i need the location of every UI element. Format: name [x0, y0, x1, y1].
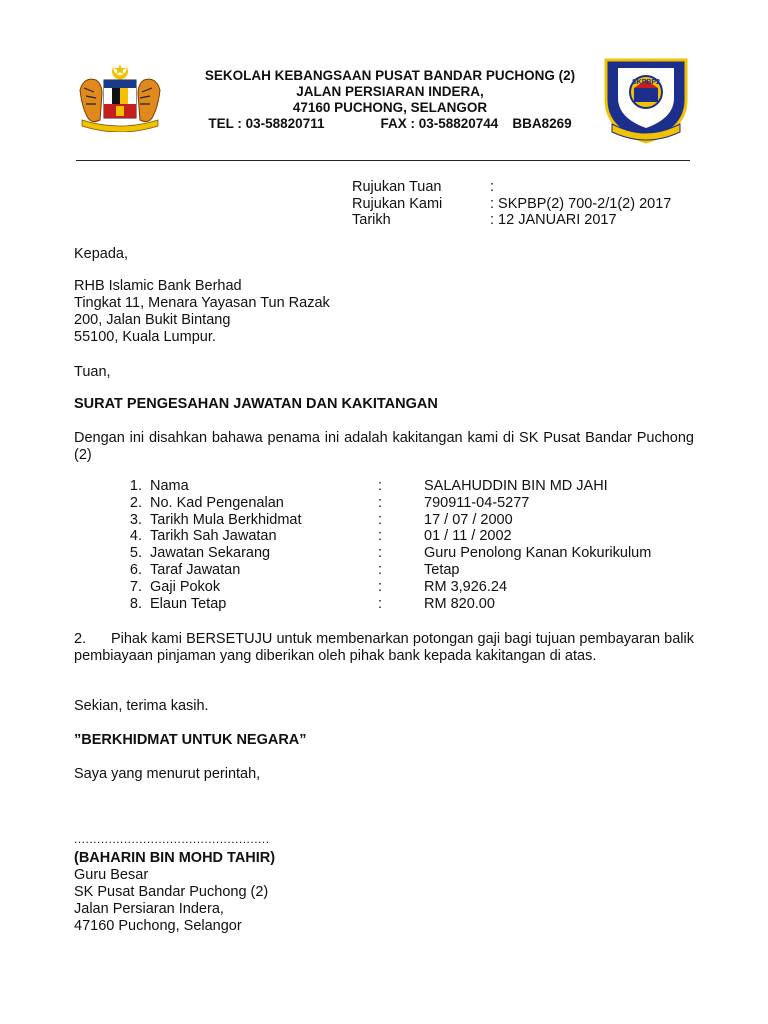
letterhead: [150, 68, 630, 132]
contact-line: [150, 116, 630, 132]
list-item: 2. No. Kad Pengenalan : 790911-04-5277: [129, 494, 530, 511]
salutation-to: Kepada,: [74, 246, 129, 262]
agreement-paragraph: 2. Pihak kami BERSETUJU untuk membenarkan potongan gaji bagi tujuan pembayaran balik pembiayaan pinjaman yang diberikan oleh pihak bank kepada kakitangan di atas.: [74, 631, 699, 664]
intro-paragraph: Dengan ini disahkan bahawa penama ini adalah kakitangan kami di SK Pusat Bandar Puchong (2): [74, 430, 694, 463]
header-divider: [76, 160, 690, 161]
school-name: SEKOLAH KEBANGSAAN PUSAT BANDAR PUCHONG (2): [204, 68, 576, 83]
recipient-address: RHB Islamic Bank Berhad Tingkat 11, Menara Yayasan Tun Razak 200, Jalan Bukit Bintang 55100, Kuala Lumpur.: [74, 278, 330, 345]
svg-text:SKPBP2: SKPBP2: [631, 79, 661, 86]
reference-row: Rujukan Kami : SKPBP(2) 700-2/1(2) 2017: [352, 195, 672, 212]
list-item: 1. Nama : SALAHUDDIN BIN MD JAHI: [129, 478, 608, 494]
list-item: 5. Jawatan Sekarang : Guru Penolong Kanan Kokurikulum: [129, 545, 652, 562]
signature-line: ...................................................: [74, 832, 270, 846]
signatory-name: (BAHARIN BIN MOHD TAHIR): [74, 850, 276, 866]
signatory-block: (BAHARIN BIN MOHD TAHIR) Guru Besar SK Pusat Bandar Puchong (2) Jalan Persiaran Indera, 47160 Puchong, Selangor: [74, 850, 694, 935]
closing: Sekian, terima kasih.: [74, 698, 209, 714]
address-line-1: JALAN PERSIARAN INDERA,: [296, 84, 484, 99]
reference-row: Rujukan Tuan :: [352, 179, 495, 195]
motto: ”BERKHIDMAT UNTUK NEGARA”: [74, 732, 307, 748]
telephone: TEL : 03-58820711: [208, 116, 325, 131]
school-badge-logo: [598, 54, 694, 146]
reference-block: [352, 179, 671, 229]
details-list: [110, 478, 670, 612]
list-item: 3. Tarikh Mula Berkhidmat : 17 / 07 / 2000: [129, 511, 513, 528]
list-item: 4. Tarikh Sah Jawatan : 01 / 11 / 2002: [129, 528, 512, 545]
list-item: 6. Taraf Jawatan : Tetap: [129, 561, 460, 578]
address-line-2: 47160 PUCHONG, SELANGOR: [292, 100, 488, 115]
reference-row: Tarikh : 12 JANUARI 2017: [352, 212, 617, 228]
list-item: 7. Gaji Pokok : RM 3,926.24: [129, 578, 508, 595]
list-item: 8. Elaun Tetap : RM 820.00: [129, 595, 495, 612]
greeting: Tuan,: [74, 364, 111, 380]
fax: FAX : 03-58820744: [380, 116, 499, 131]
subject-heading: SURAT PENGESAHAN JAWATAN DAN KAKITANGAN: [74, 396, 438, 412]
sign-off: Saya yang menurut perintah,: [74, 766, 261, 782]
school-code: BBA8269: [512, 116, 572, 131]
